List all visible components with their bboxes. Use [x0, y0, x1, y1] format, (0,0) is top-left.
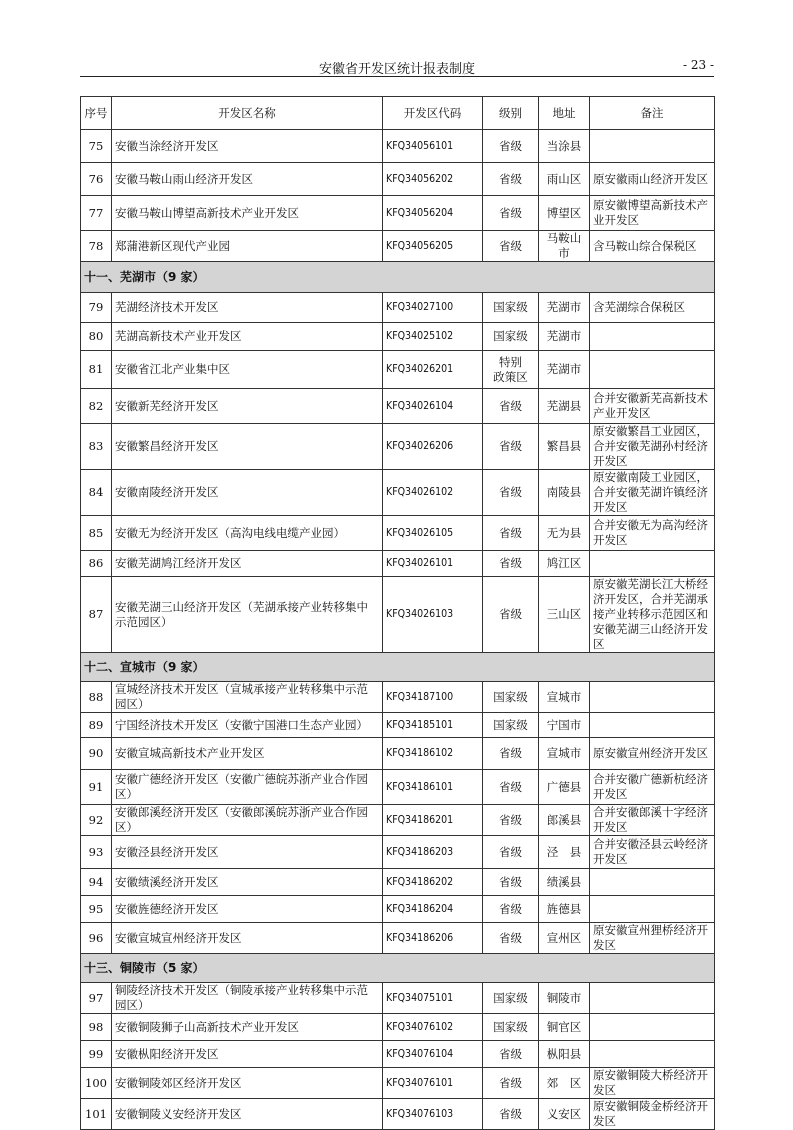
table-row [81, 1068, 715, 1099]
cell-address: 芜湖市 [539, 351, 590, 389]
cell-note [590, 1014, 715, 1041]
cell-zone-code: KFQ34026201 [383, 351, 483, 389]
cell-zone-name: 安徽泾县经济开发区 [112, 836, 383, 869]
cell-level: 国家级 [483, 1014, 539, 1041]
cell-address: 芜湖市 [539, 323, 590, 351]
cell-address: 铜官区 [539, 1014, 590, 1041]
cell-address: 博望区 [539, 196, 590, 231]
table-row [81, 1041, 715, 1068]
table-row [81, 130, 715, 163]
cell-zone-name: 安徽枞阳经济开发区 [112, 1041, 383, 1068]
cell-note: 合并安徽郎溪十字经济开发区 [590, 805, 715, 836]
cell-address: 宁国市 [539, 713, 590, 738]
cell-level: 省级 [483, 130, 539, 163]
cell-number: 75 [81, 130, 112, 163]
cell-address: 雨山区 [539, 163, 590, 196]
cell-note: 原安徽南陵工业园区，合并安徽芜湖许镇经济开发区 [590, 470, 715, 516]
cell-zone-name: 宁国经济技术开发区（安徽宁国港口生态产业园） [112, 713, 383, 738]
cell-level: 省级 [483, 196, 539, 231]
table-row [81, 231, 715, 262]
cell-zone-code: KFQ34076102 [383, 1014, 483, 1041]
cell-number: 96 [81, 923, 112, 954]
cell-zone-code: KFQ34186201 [383, 805, 483, 836]
table-row [81, 424, 715, 470]
cell-zone-code: KFQ34186102 [383, 738, 483, 770]
cell-zone-name: 安徽新芜经济开发区 [112, 389, 383, 424]
cell-address: 马鞍山市 [539, 231, 590, 262]
cell-address: 宣城市 [539, 738, 590, 770]
cell-zone-name: 芜湖经济技术开发区 [112, 293, 383, 323]
cell-number: 97 [81, 983, 112, 1014]
table-body [81, 130, 715, 1130]
cell-number: 83 [81, 424, 112, 470]
table-row [81, 896, 715, 923]
cell-level: 省级 [483, 923, 539, 954]
cell-address: 绩溪县 [539, 869, 590, 896]
cell-zone-name: 安徽芜湖鸠江经济开发区 [112, 551, 383, 577]
cell-level: 省级 [483, 163, 539, 196]
cell-note: 合并安徽无为高沟经济开发区 [590, 516, 715, 551]
table-row [81, 551, 715, 577]
cell-number: 89 [81, 713, 112, 738]
header-rule [80, 76, 714, 77]
cell-address: 南陵县 [539, 470, 590, 516]
cell-zone-code: KFQ34185101 [383, 713, 483, 738]
cell-address: 宣州区 [539, 923, 590, 954]
cell-level: 省级 [483, 770, 539, 805]
col-header-number: 序号 [81, 97, 112, 130]
cell-zone-name: 郑蒲港新区现代产业园 [112, 231, 383, 262]
cell-note: 含芜湖综合保税区 [590, 293, 715, 323]
cell-zone-code: KFQ34026104 [383, 389, 483, 424]
cell-level: 省级 [483, 516, 539, 551]
cell-note [590, 682, 715, 713]
cell-level: 省级 [483, 389, 539, 424]
cell-note: 原安徽铜陵大桥经济开发区 [590, 1068, 715, 1099]
cell-zone-name: 安徽铜陵义安经济开发区 [112, 1099, 383, 1130]
cell-number: 76 [81, 163, 112, 196]
section-row [81, 653, 715, 682]
cell-level: 省级 [483, 805, 539, 836]
cell-zone-code: KFQ34026103 [383, 577, 483, 653]
cell-address: 广德县 [539, 770, 590, 805]
cell-address: 鸠江区 [539, 551, 590, 577]
cell-note [590, 869, 715, 896]
cell-address: 旌德县 [539, 896, 590, 923]
cell-zone-code: KFQ34056202 [383, 163, 483, 196]
cell-level: 国家级 [483, 682, 539, 713]
cell-zone-name: 安徽南陵经济开发区 [112, 470, 383, 516]
cell-level: 国家级 [483, 293, 539, 323]
cell-zone-name: 安徽旌德经济开发区 [112, 896, 383, 923]
cell-number: 92 [81, 805, 112, 836]
table-row [81, 682, 715, 713]
cell-zone-code: KFQ34026105 [383, 516, 483, 551]
cell-address: 铜陵市 [539, 983, 590, 1014]
table-row [81, 470, 715, 516]
cell-note [590, 1041, 715, 1068]
cell-zone-name: 安徽郎溪经济开发区（安徽郎溪皖苏浙产业合作园区） [112, 805, 383, 836]
cell-zone-name: 安徽马鞍山雨山经济开发区 [112, 163, 383, 196]
cell-number: 87 [81, 577, 112, 653]
cell-zone-code: KFQ34075101 [383, 983, 483, 1014]
table-row [81, 1099, 715, 1130]
cell-level: 省级 [483, 577, 539, 653]
cell-address: 郎溪县 [539, 805, 590, 836]
cell-number: 77 [81, 196, 112, 231]
cell-zone-name: 安徽当涂经济开发区 [112, 130, 383, 163]
cell-note: 原安徽铜陵金桥经济开发区 [590, 1099, 715, 1130]
cell-number: 93 [81, 836, 112, 869]
cell-note: 原安徽芜湖长江大桥经济开发区，合并芜湖承接产业转移示范园区和安徽芜湖三山经济开发区 [590, 577, 715, 653]
cell-zone-code: KFQ34056205 [383, 231, 483, 262]
cell-note [590, 130, 715, 163]
cell-note: 合并安徽新芜高新技术产业开发区 [590, 389, 715, 424]
cell-zone-code: KFQ34187100 [383, 682, 483, 713]
cell-zone-name: 安徽广德经济开发区（安徽广德皖苏浙产业合作园区） [112, 770, 383, 805]
section-label: 十二、宣城市（9 家） [81, 653, 715, 682]
cell-note: 合并安徽广德新杭经济开发区 [590, 770, 715, 805]
table-row [81, 389, 715, 424]
cell-level: 国家级 [483, 983, 539, 1014]
cell-zone-code: KFQ34076103 [383, 1099, 483, 1130]
cell-number: 88 [81, 682, 112, 713]
cell-zone-name: 安徽宣城宣州经济开发区 [112, 923, 383, 954]
cell-note: 原安徽博望高新技术产业开发区 [590, 196, 715, 231]
cell-level: 特别 政策区 [483, 351, 539, 389]
cell-zone-name: 安徽绩溪经济开发区 [112, 869, 383, 896]
cell-level: 省级 [483, 1068, 539, 1099]
page-number: - 23 - [682, 58, 714, 72]
cell-number: 100 [81, 1068, 112, 1099]
table-row [81, 577, 715, 653]
page-header [80, 56, 714, 76]
table-row [81, 196, 715, 231]
col-header-level: 级别 [483, 97, 539, 130]
cell-note [590, 551, 715, 577]
table-row [81, 516, 715, 551]
table-row [81, 1014, 715, 1041]
cell-address: 芜湖县 [539, 389, 590, 424]
cell-zone-code: KFQ34186206 [383, 923, 483, 954]
cell-level: 省级 [483, 231, 539, 262]
cell-level: 省级 [483, 836, 539, 869]
cell-address: 无为县 [539, 516, 590, 551]
cell-note [590, 983, 715, 1014]
cell-number: 78 [81, 231, 112, 262]
table-row [81, 293, 715, 323]
section-row [81, 954, 715, 983]
cell-level: 省级 [483, 1041, 539, 1068]
cell-address: 义安区 [539, 1099, 590, 1130]
cell-zone-name: 安徽铜陵郊区经济开发区 [112, 1068, 383, 1099]
cell-zone-name: 安徽芜湖三山经济开发区（芜湖承接产业转移集中示范园区） [112, 577, 383, 653]
table-row [81, 323, 715, 351]
cell-note: 原安徽宣州狸桥经济开发区 [590, 923, 715, 954]
table-row [81, 770, 715, 805]
section-label: 十三、铜陵市（5 家） [81, 954, 715, 983]
table-row [81, 923, 715, 954]
cell-zone-name: 安徽宣城高新技术产业开发区 [112, 738, 383, 770]
cell-number: 82 [81, 389, 112, 424]
cell-number: 91 [81, 770, 112, 805]
cell-level: 省级 [483, 896, 539, 923]
cell-zone-code: KFQ34186202 [383, 869, 483, 896]
cell-note: 原安徽雨山经济开发区 [590, 163, 715, 196]
cell-number: 79 [81, 293, 112, 323]
cell-zone-code: KFQ34076101 [383, 1068, 483, 1099]
cell-zone-name: 安徽繁昌经济开发区 [112, 424, 383, 470]
cell-note [590, 896, 715, 923]
cell-level: 省级 [483, 738, 539, 770]
cell-note: 合并安徽泾县云岭经济开发区 [590, 836, 715, 869]
cell-address: 芜湖市 [539, 293, 590, 323]
cell-level: 省级 [483, 424, 539, 470]
col-header-name: 开发区名称 [112, 97, 383, 130]
section-label: 十一、芜湖市（9 家） [81, 262, 715, 293]
col-header-note: 备注 [590, 97, 715, 130]
cell-address: 枞阳县 [539, 1041, 590, 1068]
table-row [81, 738, 715, 770]
cell-level: 国家级 [483, 323, 539, 351]
cell-zone-code: KFQ34025102 [383, 323, 483, 351]
document-title: 安徽省开发区统计报表制度 [318, 62, 475, 77]
cell-number: 86 [81, 551, 112, 577]
col-header-code: 开发区代码 [383, 97, 483, 130]
cell-address: 繁昌县 [539, 424, 590, 470]
cell-number: 84 [81, 470, 112, 516]
section-row [81, 262, 715, 293]
cell-zone-code: KFQ34026101 [383, 551, 483, 577]
cell-number: 98 [81, 1014, 112, 1041]
table-row [81, 163, 715, 196]
cell-note: 原安徽繁昌工业园区，合并安徽芜湖孙村经济开发区 [590, 424, 715, 470]
cell-number: 80 [81, 323, 112, 351]
cell-zone-code: KFQ34186203 [383, 836, 483, 869]
cell-level: 省级 [483, 470, 539, 516]
cell-zone-code: KFQ34186101 [383, 770, 483, 805]
cell-note: 原安徽宣州经济开发区 [590, 738, 715, 770]
cell-zone-name: 安徽省江北产业集中区 [112, 351, 383, 389]
cell-zone-name: 安徽无为经济开发区（高沟电线电缆产业园） [112, 516, 383, 551]
cell-number: 90 [81, 738, 112, 770]
cell-zone-name: 宣城经济技术开发区（宣城承接产业转移集中示范园区） [112, 682, 383, 713]
cell-zone-name: 芜湖高新技术产业开发区 [112, 323, 383, 351]
cell-address: 泾 县 [539, 836, 590, 869]
table-row [81, 805, 715, 836]
cell-note: 含马鞍山综合保税区 [590, 231, 715, 262]
cell-zone-name: 安徽马鞍山博望高新技术产业开发区 [112, 196, 383, 231]
cell-address: 当涂县 [539, 130, 590, 163]
cell-level: 国家级 [483, 713, 539, 738]
cell-level: 省级 [483, 551, 539, 577]
cell-number: 99 [81, 1041, 112, 1068]
table-header-row [81, 97, 715, 130]
col-header-address: 地址 [539, 97, 590, 130]
cell-note [590, 351, 715, 389]
cell-address: 郊 区 [539, 1068, 590, 1099]
cell-zone-code: KFQ34026206 [383, 424, 483, 470]
cell-number: 101 [81, 1099, 112, 1130]
table-row [81, 836, 715, 869]
cell-number: 95 [81, 896, 112, 923]
cell-zone-code: KFQ34056101 [383, 130, 483, 163]
cell-zone-code: KFQ34186204 [383, 896, 483, 923]
cell-zone-code: KFQ34027100 [383, 293, 483, 323]
cell-zone-name: 铜陵经济技术开发区（铜陵承接产业转移集中示范园区） [112, 983, 383, 1014]
cell-zone-code: KFQ34076104 [383, 1041, 483, 1068]
table-row [81, 869, 715, 896]
cell-level: 省级 [483, 1099, 539, 1130]
cell-zone-code: KFQ34056204 [383, 196, 483, 231]
cell-number: 85 [81, 516, 112, 551]
cell-zone-name: 安徽铜陵狮子山高新技术产业开发区 [112, 1014, 383, 1041]
table-row [81, 983, 715, 1014]
cell-note [590, 713, 715, 738]
cell-note [590, 323, 715, 351]
development-zone-table [80, 96, 715, 1130]
cell-level: 省级 [483, 869, 539, 896]
cell-address: 宣城市 [539, 682, 590, 713]
cell-address: 三山区 [539, 577, 590, 653]
table-row [81, 713, 715, 738]
cell-number: 94 [81, 869, 112, 896]
cell-zone-code: KFQ34026102 [383, 470, 483, 516]
table-row [81, 351, 715, 389]
cell-number: 81 [81, 351, 112, 389]
